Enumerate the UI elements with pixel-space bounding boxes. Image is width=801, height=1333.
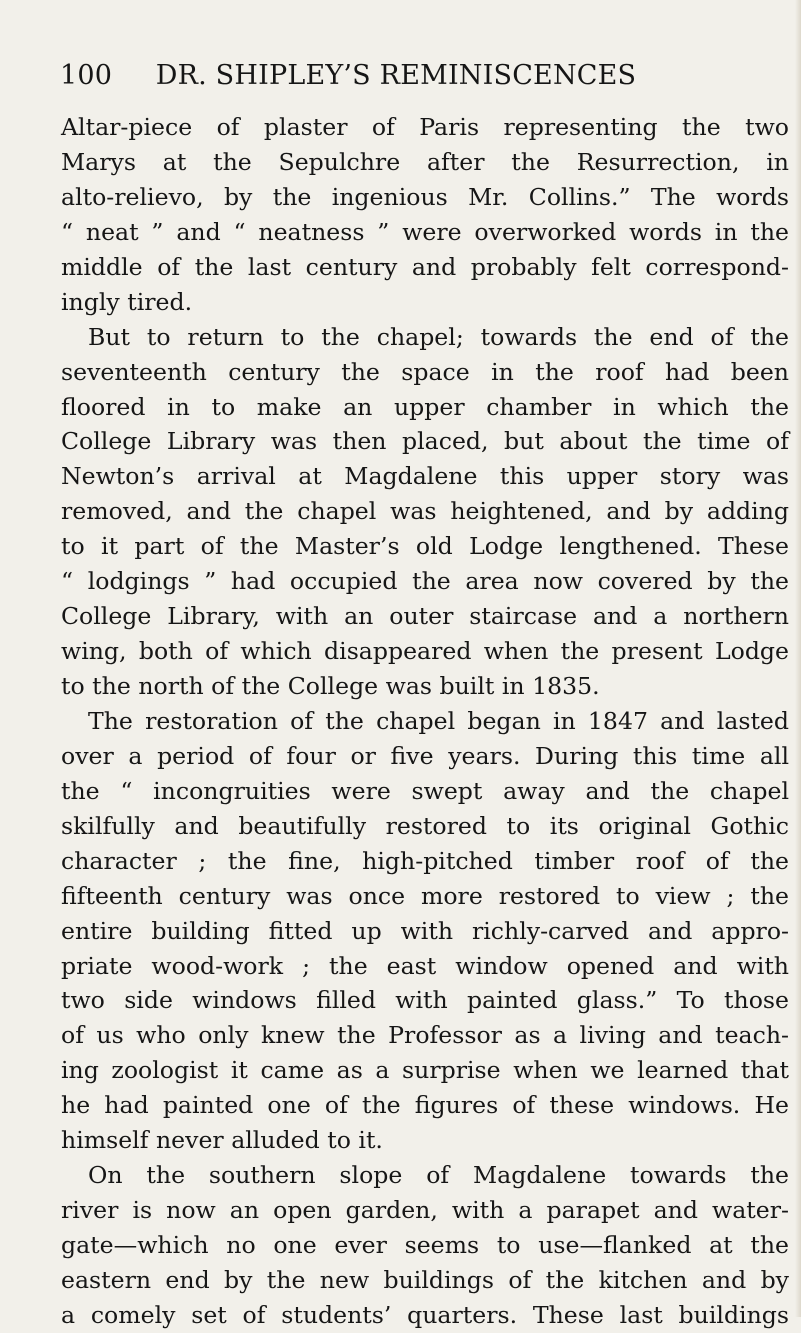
text-line: to the north of the College was built in 1835. — [61, 672, 600, 700]
text-line: eastern end by the new buildings of the kitchen and by — [61, 1265, 789, 1294]
text-line: wing, both of which disappeared when the present Lodge — [61, 637, 789, 666]
text-line: ingly tired. — [61, 287, 193, 316]
text-line: “ lodgings ” had occupied the area now covered by the — [61, 567, 789, 596]
text-line: river is now an open garden, with a parapet and water- — [61, 1196, 789, 1225]
text-line: priate wood-work ; the east window opened and with — [61, 951, 789, 980]
text-line: character ; the fine, high-pitched timber roof of the — [61, 846, 789, 875]
text-line: floored in to make an upper chamber in which the — [61, 392, 789, 421]
text-line: Altar-piece of plaster of Paris representing the two — [61, 113, 789, 141]
body-text — [61, 110, 789, 1333]
text-line: skilfully and beautifully restored to its original Gothic — [61, 811, 789, 840]
text-line: himself never alluded to it. — [61, 1126, 383, 1155]
text-line: removed, and the chapel was heightened, and by adding — [61, 497, 789, 526]
text-line: Newton’s arrival at Magdalene this upper story was — [61, 462, 789, 491]
text-line: gate—which no one ever seems to use—flanked at the — [61, 1231, 789, 1259]
text-line: a comely set of students’ quarters. These last buildings — [61, 1300, 789, 1329]
text-line: College Library, with an outer staircase and a northern — [61, 602, 789, 631]
paragraph-first-line: But to return to the chapel; towards the end of the — [88, 322, 789, 351]
running-title: DR. SHIPLEY’S REMINISCENCES — [155, 60, 637, 91]
page-number: 100 — [60, 60, 113, 91]
text-line: College Library was then placed, but about the time of — [61, 427, 789, 456]
running-head — [60, 60, 732, 96]
text-line: alto-relievo, by the ingenious Mr. Collins.” The words — [61, 182, 789, 211]
text-line: fifteenth century was once more restored to view ; the — [61, 881, 789, 910]
text-line: two side windows filled with painted glass.” To those — [61, 986, 789, 1015]
text-line: over a period of four or five years. During this time all — [61, 741, 789, 770]
text-line: the “ incongruities were swept away and the chapel — [61, 776, 789, 805]
text-line: of us who only knew the Professor as a living and teach- — [61, 1021, 789, 1050]
text-line: entire building fitted up with richly-carved and appro- — [61, 916, 789, 945]
page-edge-shading — [795, 0, 801, 1317]
text-line: to it part of the Master’s old Lodge lengthened. These — [61, 532, 789, 561]
text-line: ing zoologist it came as a surprise when we learned that — [61, 1056, 789, 1085]
text-line: he had painted one of the figures of these windows. He — [61, 1091, 789, 1120]
text-line: “ neat ” and “ neatness ” were overworked words in the — [61, 217, 789, 246]
text-line: middle of the last century and probably felt correspond- — [61, 252, 789, 281]
paragraph-first-line: The restoration of the chapel began in 1847 and lasted — [88, 706, 789, 735]
text-line: seventeenth century the space in the roof had been — [61, 357, 789, 386]
text-line: Marys at the Sepulchre after the Resurrection, in — [61, 147, 789, 176]
paragraph-first-line: On the southern slope of Magdalene towards the — [88, 1161, 789, 1190]
